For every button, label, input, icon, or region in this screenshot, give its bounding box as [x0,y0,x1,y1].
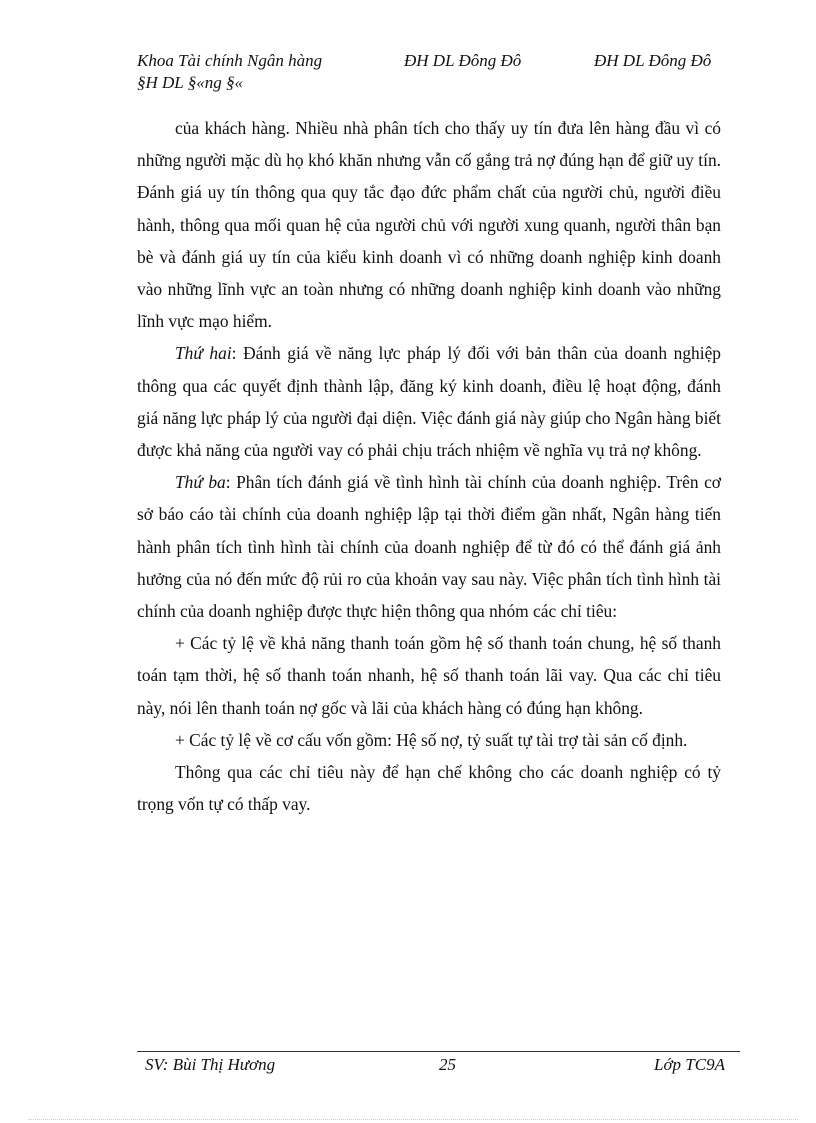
page-bottom-edge [28,1119,798,1120]
paragraph-third [137,466,721,627]
header-university: ĐH DL Đông Đô [404,51,522,70]
paragraph-third-text: : Phân tích đánh giá về tình hình tài chính của doanh nghiệp. Trên cơ sở báo cáo tài chính của doanh nghiệp lập tại thời điểm gần nhất, Ngân hàng tiến hành phân tích tình hình tài chính của doanh nghiệp để từ đó có thể đánh giá ảnh hưởng của nó đến mức độ rủi ro của khoản vay sau này. Việc phân tích tình hình tài chính của doanh nghiệp được thực hiện thông qua nhóm các chỉ tiêu: [137,472,721,622]
paragraph-second-lead: Thứ hai [175,343,232,364]
footer-page-number: 25 [439,1055,456,1074]
paragraph-second-text: : Đánh giá về năng lực pháp lý đối với bản thân của doanh nghiệp thông qua các quyết định thành lập, đăng ký kinh doanh, điều lệ hoạt động, đánh giá năng lực pháp lý của người đại diện. Việc đánh giá này giúp cho Ngân hàng biết được khả năng của người vay có phải chịu trách nhiệm về nghĩa vụ trả nợ không. [137,343,721,461]
header-row [137,50,737,72]
paragraph-credibility: của khách hàng. Nhiều nhà phân tích cho thấy uy tín đưa lên hàng đầu vì có những người mặc dù họ khó khăn nhưng vẫn cố gắng trả nợ đúng hạn để giữ uy tín. Đánh giá uy tín thông qua quy tắc đạo đức phẩm chất của người chủ, người điều hành, thông qua mối quan hệ của người chủ với người xung quanh, người thân bạn bè và đánh giá uy tín của kiểu kinh doanh vì có những doanh nghiệp kinh doanh vào những lĩnh vực an toàn nhưng có những doanh nghiệp kinh doanh vào những lĩnh vực mạo hiểm. [137,118,721,332]
footer-divider [137,1051,740,1052]
paragraph-liquidity-ratios: + Các tỷ lệ về khả năng thanh toán gồm hệ số thanh toán chung, hệ số thanh toán tạm thời, hệ số thanh toán nhanh, hệ số thanh toán lãi vay. Qua các chỉ tiêu này, nói lên thanh toán nợ gốc và lãi của khách hàng có đúng hạn không. [137,633,721,718]
page-footer [145,1054,725,1076]
document-body [137,112,721,820]
page-header [137,50,737,94]
footer-student: SV: Bùi Thị Hương [145,1055,276,1074]
paragraph-capital-ratios: + Các tỷ lệ về cơ cấu vốn gồm: Hệ số nợ, tỷ suất tự tài trợ tài sản cố định. [175,729,688,750]
header-encoded-line: §H DL §«ng §« [137,73,243,92]
paragraph-third-lead: Thứ ba [175,472,226,493]
paragraph-conclusion: Thông qua các chỉ tiêu này để hạn chế không cho các doanh nghiệp có tỷ trọng vốn tự có thấp vay. [137,762,721,815]
footer-class: Lớp TC9A [654,1055,725,1074]
header-university-repeat: ĐH DL Đông Đô [594,51,712,70]
header-faculty: Khoa Tài chính Ngân hàng [137,51,323,70]
paragraph-second [137,337,721,466]
